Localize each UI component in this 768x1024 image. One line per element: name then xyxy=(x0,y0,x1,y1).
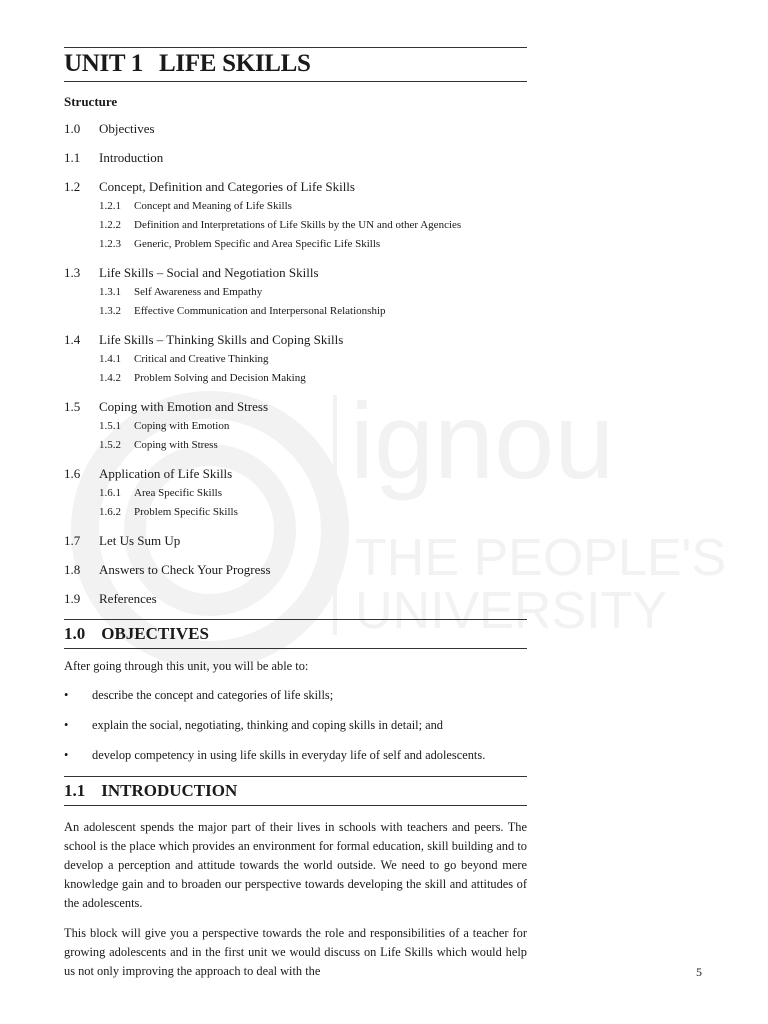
toc-subentry xyxy=(64,370,527,386)
toc-entry-number: 1.7 xyxy=(64,533,81,548)
toc-entry-number: 1.6 xyxy=(64,466,81,481)
toc-entry xyxy=(64,591,527,607)
toc-entry-title: Coping with Emotion and Stress xyxy=(99,399,268,414)
objective-text: develop competency in using life skills in everyday life of self and adolescents. xyxy=(92,748,486,762)
introduction-paragraph-1: An adolescent spends the major part of their lives in schools with teachers and peers. The school is the place which provides an environment for formal education, skill building and to develop a perception and attitude towards the world outside. We need to go beyond mere knowledge gain and to broaden our perspective towards developing the skill and attitudes of the adolescents. xyxy=(64,820,527,910)
toc-subentry-title: Coping with Stress xyxy=(134,439,218,451)
watermark-tagline-2: UNIVERSITY xyxy=(355,582,668,640)
toc-entry-number: 1.5 xyxy=(64,399,81,414)
toc-subentry xyxy=(64,236,527,252)
toc-entry-title: Concept, Definition and Categories of Life Skills xyxy=(99,179,355,194)
toc-subentry xyxy=(64,284,527,300)
toc-entry-title: Application of Life Skills xyxy=(99,466,233,481)
toc-subentry-title: Area Specific Skills xyxy=(134,487,222,499)
title-rule-bottom xyxy=(64,81,527,82)
objective-bullet xyxy=(64,687,527,704)
toc-subentry xyxy=(64,351,527,367)
introduction-heading xyxy=(64,781,527,801)
bullet-icon: • xyxy=(64,748,69,762)
toc-subentry-title: Concept and Meaning of Life Skills xyxy=(134,200,292,212)
toc-subentry xyxy=(64,485,527,501)
toc-subentry-title: Coping with Emotion xyxy=(134,420,230,432)
toc-subentry-title: Generic, Problem Specific and Area Specific Life Skills xyxy=(134,238,381,250)
watermark-ignou-text: ignou xyxy=(350,380,615,501)
toc-entry xyxy=(64,562,527,578)
toc-entry xyxy=(64,332,527,348)
bullet-icon: • xyxy=(64,688,69,702)
toc-entry xyxy=(64,150,527,166)
bullet-icon: • xyxy=(64,718,69,732)
toc-entry xyxy=(64,466,527,482)
introduction-rule-top xyxy=(64,776,527,777)
toc-subentry-number: 1.4.1 xyxy=(99,353,121,365)
toc-subentry-number: 1.6.1 xyxy=(99,487,121,499)
objective-text: explain the social, negotiating, thinking and coping skills in detail; and xyxy=(92,718,444,732)
toc-entry-title: Answers to Check Your Progress xyxy=(99,562,271,577)
objectives-number: 1.0 xyxy=(64,624,86,643)
toc-subentry-number: 1.5.2 xyxy=(99,439,121,451)
toc-entry-title: Life Skills – Social and Negotiation Skills xyxy=(99,265,319,280)
toc-entry xyxy=(64,399,527,415)
toc-subentry-number: 1.2.1 xyxy=(99,200,121,212)
toc-subentry-title: Problem Solving and Decision Making xyxy=(134,372,306,384)
title-rule-top xyxy=(64,47,527,48)
toc-subentry-title: Self Awareness and Empathy xyxy=(134,286,263,298)
objectives-rule-top xyxy=(64,619,527,620)
toc-subentry xyxy=(64,303,527,319)
toc-subentry xyxy=(64,198,527,214)
unit-number: UNIT 1 xyxy=(64,50,144,77)
toc-entry xyxy=(64,265,527,281)
introduction-rule-bottom xyxy=(64,805,527,806)
objectives-lead: After going through this unit, you will be able to: xyxy=(64,659,309,673)
toc-subentry-number: 1.6.2 xyxy=(99,506,121,518)
structure-label: Structure xyxy=(64,94,118,109)
unit-name: LIFE SKILLS xyxy=(159,50,311,77)
toc-subentry xyxy=(64,418,527,434)
toc-subentry-title: Definition and Interpretations of Life Skills by the UN and other Agencies xyxy=(134,219,462,231)
objectives-title: OBJECTIVES xyxy=(101,624,209,643)
toc-subentry-number: 1.4.2 xyxy=(99,372,121,384)
objectives-list xyxy=(64,687,527,764)
toc-subentry-number: 1.5.1 xyxy=(99,420,121,432)
toc-subentry-title: Critical and Creative Thinking xyxy=(134,353,269,365)
toc-subentry-number: 1.3.1 xyxy=(99,286,121,298)
introduction-number: 1.1 xyxy=(64,781,86,800)
objectives-heading xyxy=(64,624,527,644)
toc-entry-title: References xyxy=(99,591,157,606)
toc-entry-title: Introduction xyxy=(99,150,164,165)
objective-text: describe the concept and categories of life skills; xyxy=(92,688,334,702)
toc-entry-number: 1.8 xyxy=(64,562,81,577)
objective-bullet xyxy=(64,717,527,734)
objectives-rule-bottom xyxy=(64,648,527,649)
toc-subentry-title: Effective Communication and Interpersonal Relationship xyxy=(134,305,386,317)
toc-entry-title: Life Skills – Thinking Skills and Coping Skills xyxy=(99,332,344,347)
toc-entry-number: 1.2 xyxy=(64,179,81,194)
page-content xyxy=(64,47,527,981)
toc-entry-title: Objectives xyxy=(99,121,155,136)
toc-subentry-number: 1.2.3 xyxy=(99,238,121,250)
toc-subentry xyxy=(64,437,527,453)
toc-subentry xyxy=(64,504,527,520)
toc-entry-number: 1.0 xyxy=(64,121,81,136)
toc-entry-title: Let Us Sum Up xyxy=(99,533,181,548)
toc-subentry-number: 1.3.2 xyxy=(99,305,121,317)
table-of-contents xyxy=(64,121,527,607)
toc-entry xyxy=(64,533,527,549)
objective-bullet xyxy=(64,747,527,764)
introduction-title: INTRODUCTION xyxy=(101,781,238,800)
toc-subentry-number: 1.2.2 xyxy=(99,219,121,231)
toc-entry-number: 1.1 xyxy=(64,150,81,165)
toc-subentry-title: Problem Specific Skills xyxy=(134,506,238,518)
toc-entry-number: 1.3 xyxy=(64,265,81,280)
page-number: 5 xyxy=(696,965,702,979)
toc-entry-number: 1.4 xyxy=(64,332,81,347)
toc-entry xyxy=(64,121,527,137)
toc-entry-number: 1.9 xyxy=(64,591,81,606)
toc-entry xyxy=(64,179,527,195)
unit-title xyxy=(64,50,527,78)
watermark-tagline-1: THE PEOPLE'S xyxy=(355,529,727,587)
introduction-paragraph-2: This block will give you a perspective towards the role and responsibilities of a teacher for growing adolescents and in the first unit we would discuss on Life Skills which would help us not only improving the approach to deal with the xyxy=(64,926,527,978)
toc-subentry xyxy=(64,217,527,233)
